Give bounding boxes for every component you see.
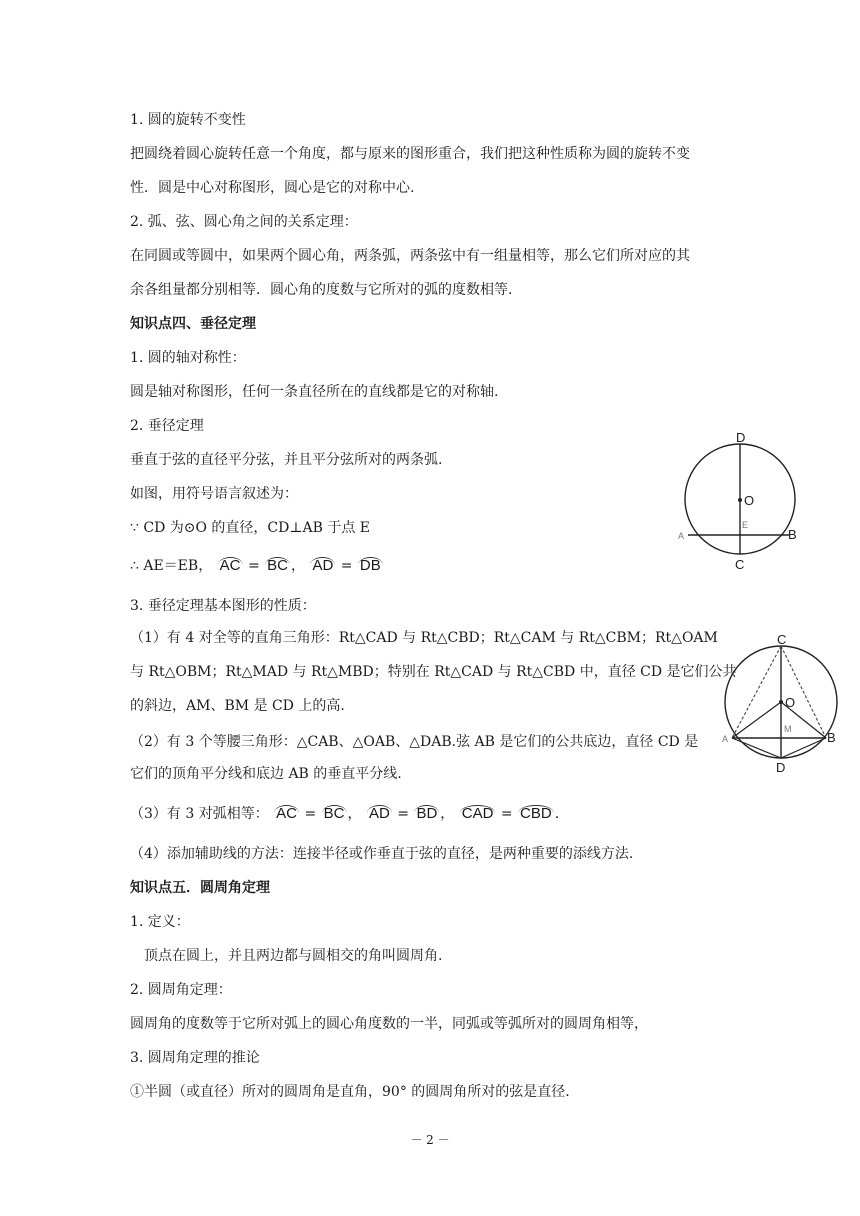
text-line: 它们的顶角平分线和底边 AB 的垂直平分线. <box>130 766 402 782</box>
point-label-c: C <box>735 557 745 572</box>
text-line: 余各组量都分别相等．圆心角的度数与它所对的弧的度数相等. <box>130 282 513 298</box>
point-label-o: O <box>744 493 755 508</box>
point-label-e: E <box>742 520 749 530</box>
text-line: 3. 垂径定理基本图形的性质： <box>130 598 316 614</box>
section-heading: 知识点五．圆周角定理 <box>130 880 270 896</box>
arc-label: DB <box>359 557 381 574</box>
text-line: 2. 垂径定理 <box>130 418 204 434</box>
text-line: 圆是轴对称图形，任何一条直径所在的直线都是它的对称轴. <box>130 384 499 400</box>
arc-equation-line: ∴ AE＝EB， AC = BC ， AD = DB <box>130 557 381 574</box>
point-label-d: D <box>736 430 746 445</box>
text-line: 1. 定义： <box>130 914 190 930</box>
text-line: 如图，用符号语言叙述为： <box>130 486 298 502</box>
text-line: 与 Rt△OBM；Rt△MAD 与 Rt△MBD；特别在 Rt△CAD 与 Rt△CBD 中，直径 CD 是它们公共 <box>130 664 737 680</box>
text-line: 3. 圆周角定理的推论 <box>130 1050 260 1066</box>
arc-label: AC <box>219 557 241 574</box>
text-line: （2）有 3 个等腰三角形：△CAB、△OAB、△DAB.弦 AB 是它们的公共底边，直径 CD 是 <box>130 734 699 750</box>
text-line: ∵ CD 为⊙O 的直径，CD⊥AB 于点 E <box>130 520 371 536</box>
point-label-o: O <box>785 695 796 710</box>
perpendicular-diameter-figure <box>676 424 806 574</box>
arc-label: AD <box>312 557 334 574</box>
text-line: 在同圆或等圆中，如果两个圆心角，两条弧，两条弦中有一组量相等，那么它们所对应的其 <box>130 248 690 264</box>
point-label-c: C <box>777 632 787 647</box>
text-line: 2. 弧、弦、圆心角之间的关系定理： <box>130 214 358 230</box>
point-label-d: D <box>776 760 786 775</box>
text-line: 顶点在圆上，并且两边都与圆相交的角叫圆周角. <box>144 948 443 964</box>
point-label-b: B <box>788 527 797 542</box>
text-line: 性．圆是中心对称图形，圆心是它的对称中心. <box>130 180 415 196</box>
arc-label: BC <box>323 805 345 822</box>
point-label-m: M <box>784 724 792 734</box>
text-line: 2. 圆周角定理： <box>130 982 232 998</box>
arc-label: AD <box>368 805 390 822</box>
text-line: 的斜边，AM、BM 是 CD 上的高. <box>130 698 345 714</box>
text-line: 垂直于弦的直径平分弦，并且平分弦所对的两条弧. <box>130 452 443 468</box>
text-line: （4）添加辅助线的方法：连接半径或作垂直于弦的直径，是两种重要的添线方法. <box>130 846 634 862</box>
point-label-a: A <box>678 531 685 541</box>
text-line: 1. 圆的旋转不变性 <box>130 112 246 128</box>
page-number: － 2 － <box>410 1133 450 1147</box>
arc-label: BD <box>416 805 438 822</box>
arc-label: CBD <box>520 805 552 822</box>
text-line: 圆周角的度数等于它所对弧上的圆心角度数的一半，同弧或等弧所对的圆周角相等， <box>130 1016 648 1032</box>
text-line: （1）有 4 对全等的直角三角形：Rt△CAD 与 Rt△CBD；Rt△CAM 与 Rt△CBM；Rt△OAM <box>130 630 718 646</box>
arc-label: BC <box>267 557 288 574</box>
section-heading: 知识点四、垂径定理 <box>130 316 256 332</box>
arc-equation-line: （3）有 3 对弧相等： AC = BC ， AD = BD ， CAD = CBD . <box>130 805 560 822</box>
text-line: 1. 圆的轴对称性： <box>130 350 246 366</box>
isosceles-triangles-figure <box>718 630 848 778</box>
point-label-b: B <box>827 730 836 745</box>
arc-label: AC <box>276 805 298 822</box>
arc-label: CAD <box>461 805 494 822</box>
text-line: ①半圆（或直径）所对的圆周角是直角，90° 的圆周角所对的弦是直径. <box>130 1084 570 1100</box>
point-label-a: A <box>722 734 729 744</box>
text-line: 把圆绕着圆心旋转任意一个角度，都与原来的图形重合，我们把这种性质称为圆的旋转不变 <box>130 146 690 162</box>
